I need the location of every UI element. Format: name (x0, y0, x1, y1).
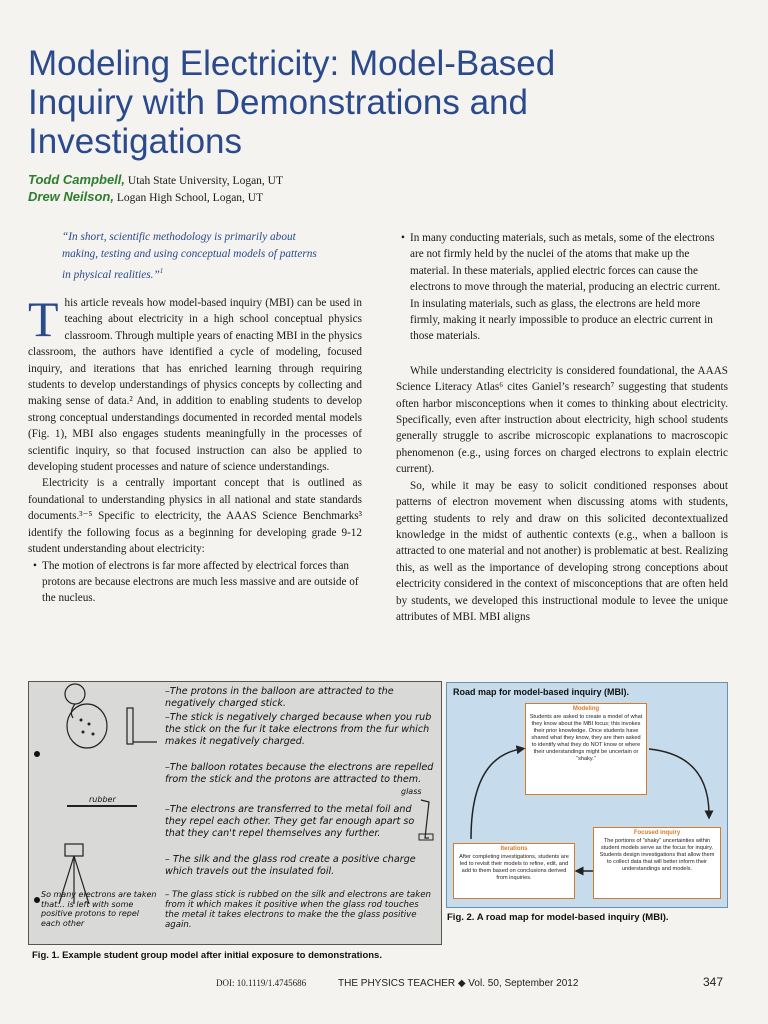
figure-1-student-model (28, 681, 442, 945)
arrow-iterations-to-modeling (471, 749, 521, 839)
drop-cap: T (28, 291, 59, 347)
page-number: 347 (703, 975, 724, 989)
body-paragraph: While understanding electricity is considered foundational, the AAAS Science Literacy Atlas⁶ cites Ganiel’s research⁷ suggesting that students often harbor misconceptions when it comes to thinking about electricity. Specifically, even after instruction about electricity, high school students generally struggle to ascribe microscopic explanations to macroscopic phenomenon (e.g., using forces on charged electrons to explain electric current). (396, 364, 728, 476)
iterations-box (453, 843, 575, 899)
arrow-modeling-to-inquiry (649, 749, 709, 815)
body-paragraph: Electricity is a centrally important concept that is outlined as foundational to understanding physics in all national and state standards documents.³⁻⁵ Specific to electricity, the AAAS Science Benchmarks³ identify the following focus as a beginning for developing grade 9-12 student understanding about electricity: (28, 477, 362, 556)
handwritten-note: –The balloon rotates because the electrons are repelled from the stick and the protons are attracted to them. (165, 762, 434, 785)
quote-footnote: 1 (159, 267, 164, 275)
modeling-text: Students are asked to create a model of what they know about the MBI focus; this invokes their prior knowledge. Once students have shared what they know, they are then asked to identify what they do NOT know or where their understandings might be uncertain or “shaky.” (529, 714, 643, 762)
handwritten-label-rubber: rubber (89, 795, 116, 804)
handwritten-label-glass: glass (401, 787, 422, 796)
modeling-box (525, 703, 647, 795)
handwritten-note: – The silk and the glass rod create a positive charge which travels out the insulated foil. (165, 854, 416, 877)
focused-inquiry-box (593, 827, 721, 899)
title-line: Inquiry with Demonstrations and (28, 83, 528, 122)
figure-2-roadmap (446, 682, 728, 908)
handwritten-note: –The stick is negatively charged because when you rub the stick on the fur it take electrons from the fur which makes it negatively charged. (165, 712, 432, 747)
roadmap-header: Road map for model-based inquiry (MBI). (453, 687, 630, 697)
handwritten-note: –The protons in the balloon are attracted to the negatively charged stick. (165, 686, 394, 709)
footer-doi: DOI: 10.1119/1.4745686 (216, 978, 307, 988)
focused-inquiry-text: The portions of “shaky” uncertainties within student models serve as the focus for inquiry. Students design investigations that allow them to collect data that will better inform their understandings and models. (599, 838, 715, 872)
handwritten-side-note: So many electrons are taken that... is left with some positive protons to repel each other (41, 890, 157, 928)
bullet-text: In many conducting materials, such as metals, some of the electrons are not firmly held by the nuclei of the atoms that make up the material. In these materials, applied electric forces can cause the electrons to move through the material, producing an electric current. In insulating materials, such as glass, the electrons are held more firmly, making it nearly impossible to produce an electric current in those materials. (410, 232, 721, 343)
handwritten-note: –The electrons are transferred to the metal foil and they repel each other. They get far enough apart so that they can't repel themselves any further. (165, 804, 415, 839)
iterations-text: After completing investigations, students are led to revisit their models to refine, edit, and add to them based on conclusions derived from inquiries. (459, 854, 569, 881)
title-line: Investigations (28, 122, 243, 161)
left-column (28, 291, 362, 607)
quote-text: “In short, scientific methodology is primarily about making, testing and using conceptual models of patterns in physical realities.” (62, 231, 317, 281)
focused-inquiry-title: Focused inquiry (633, 830, 681, 836)
bullet-item: • The motion of electrons is far more affected by electrical forces than protons are because electrons are much less massive and are outside of the nucleus. (28, 558, 362, 607)
author-affiliation: Utah State University, Logan, UT (127, 175, 284, 187)
iterations-title: Iterations (500, 846, 528, 852)
modeling-title: Modeling (572, 706, 600, 712)
right-column (396, 230, 728, 625)
author-name: Todd Campbell, (28, 172, 126, 187)
body-paragraph: So, while it may be easy to solicit conditioned responses about patterns of electron movement when discussing atoms with students, getting students to rely and draw on this solicited decontextualized knowledge in the midst of authentic contexts (e.g., when a balloon is attracted to one material and not another) is problematic at best. Realizing this, as well as the importance of developing strong conceptions about electricity considered in the context of misconceptions that are often held by students, we developed this instructional module to levee the unique attributes of MBI. MBI aligns (396, 479, 728, 623)
bullet-text: The motion of electrons is far more affected by electrical forces than protons are because electrons are much less massive and are outside of the nucleus. (42, 559, 359, 605)
epigraph-quote (62, 229, 327, 284)
bullet-item: • In many conducting materials, such as metals, some of the electrons are not firmly held by the nuclei of the atoms that make up the material. In these materials, applied electric forces can cause the electrons to move through the material, producing an electric current. In insulating materials, such as glass, the electrons are held more firmly, making it nearly impossible to produce an electric current in those materials. (396, 230, 728, 345)
figure-2-caption: Fig. 2. A road map for model-based inquiry (MBI). (447, 912, 669, 923)
author-name: Drew Neilson, (28, 189, 114, 204)
author-list (28, 172, 283, 206)
intro-text: his article reveals how model-based inquiry (MBI) can be used in teaching about electricity in a high school conceptual physics classroom. Through multiple years of enacting MBI in the physics classroom, the authors have identified a cycle of modeling, focused inquiry, and iterations that has enriched learning through requiring students to develop understandings of physics concepts by collecting and making sense of data.² And, in addition to enabling students to develop strong conceptual understandings documented in recorded mental models (Fig. 1), MBI also engages students meaningfully in the processes of scientific inquiry, so that focused instruction can also be applied to developing student processes and nature of science understandings. (28, 297, 362, 474)
title-line: Modeling Electricity: Model-Based (28, 44, 556, 83)
footer-journal: THE PHYSICS TEACHER ◆ Vol. 50, September 2012 (338, 978, 579, 989)
intro-paragraph (28, 291, 362, 475)
handwritten-note: – The glass stick is rubbed on the silk and electrons are taken from it which makes it positive when the glass rod touches the metal it takes electrons to make the the glass positive again. (165, 890, 431, 930)
figure-1-caption: Fig. 1. Example student group model after initial exposure to demonstrations. (32, 950, 382, 961)
author-affiliation: Logan High School, Logan, UT (116, 192, 264, 204)
article-title (28, 44, 728, 161)
